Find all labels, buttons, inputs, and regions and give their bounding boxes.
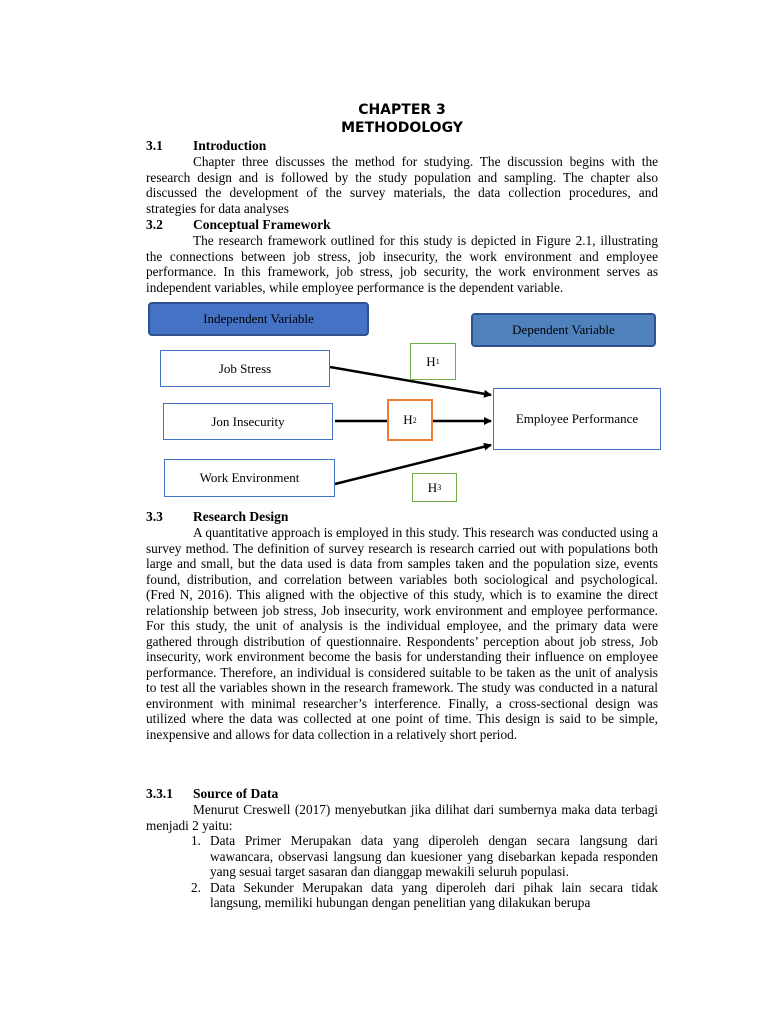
data-source-list xyxy=(191,833,658,911)
paragraph-source-of-data: Menurut Creswell (2017) menyebutkan jika dilihat dari sumbernya maka data terbagi menjadi 2 yaitu: xyxy=(146,802,658,833)
list-item xyxy=(191,880,658,911)
employee-performance-box: Employee Performance xyxy=(493,388,661,450)
list-marker: 2. xyxy=(191,879,201,895)
section-title: Introduction xyxy=(193,138,267,153)
section-number: 3.3.1 xyxy=(146,786,173,801)
hypothesis-letter: H xyxy=(427,479,438,495)
hypothesis-subscript: 1 xyxy=(435,357,440,366)
hypothesis-h1-box xyxy=(410,343,456,380)
work-environment-box: Work Environment xyxy=(164,459,335,497)
list-marker: 1. xyxy=(191,833,201,848)
section-number: 3.2 xyxy=(146,217,163,232)
list-item-text: Data Sekunder Merupakan data yang diperoleh dari pihak lain secara tidak langsung, memiliki hubungan dengan penelitian yang dilakukan berupa xyxy=(210,879,658,910)
hypothesis-subscript: 2 xyxy=(412,415,417,425)
paragraph-introduction: Chapter three discusses the method for studying. The discussion begins with the research design and is followed by the study population and sampling. The chapter also discussed the development of the survey materials, the data collection procedures, and strategies for data analyses xyxy=(146,154,658,216)
dependent-variable-label: Dependent Variable xyxy=(471,313,656,347)
paragraph-conceptual-framework: The research framework outlined for this study is depicted in Figure 2.1, illustrating the connections between job stress, job insecurity, the work environment and employee performance. In this framework, job stress, job security, the work environment serves as independent variables, while employee performance is the dependent variable. xyxy=(146,233,658,295)
section-number: 3.1 xyxy=(146,138,163,153)
section-number: 3.3 xyxy=(146,509,163,524)
hypothesis-letter: H xyxy=(426,353,436,369)
section-heading-3-3 xyxy=(146,509,288,525)
paragraph-research-design: A quantitative approach is employed in this study. This research was conducted using a survey method. The definition of survey research is research carried out with populations both large and small, but the data used is data from samples taken and the population size, events found, distribution, and correlation between variables both sociological and psychological. (Fred N, 2016). This aligned with the objective of this study, which is to examine the direct relationship between job stress, Job insecurity, work environment and employee performance. For this study, the unit of analysis is the individual employee, and the primary data were gathered through distribution of questionnaire. Respondents’ perception about job stress, Job insecurity, work environment become the basis for understanding their influence on employee performance. Therefore, an individual is considered suitable to be taken as the unit of analysis to test all the variables shown in the research framework. The study was conducted in a natural environment with minimal researcher’s interference. Finally, a cross-sectional design was utilized where the data was collected at one point of time. This design is said to be simple, inexpensive and allows for data collection in a relatively short period. xyxy=(146,525,658,742)
hypothesis-subscript: 3 xyxy=(437,483,442,492)
job-insecurity-box: Jon Insecurity xyxy=(163,403,333,440)
hypothesis-h2-box xyxy=(387,399,433,441)
list-item-text: Data Primer Merupakan data yang diperoleh dengan secara langsung dari wawancara, observasi langsung dan kuesioner yang disebarkan kepada responden yang sesuai target sasaran dan dianggap mewakili seluruh populasi. xyxy=(210,833,658,879)
independent-variable-label: Independent Variable xyxy=(148,302,369,336)
section-title: Conceptual Framework xyxy=(193,217,331,232)
list-item xyxy=(191,833,658,880)
hypothesis-letter: H xyxy=(403,412,413,427)
section-title: Research Design xyxy=(193,509,289,524)
chapter-title: METHODOLOGY xyxy=(341,120,463,136)
section-heading-3-3-1 xyxy=(146,786,278,802)
chapter-number: CHAPTER 3 xyxy=(358,102,446,118)
hypothesis-h3-box xyxy=(412,473,457,502)
section-title: Source of Data xyxy=(193,786,279,801)
job-stress-box: Job Stress xyxy=(160,350,330,387)
